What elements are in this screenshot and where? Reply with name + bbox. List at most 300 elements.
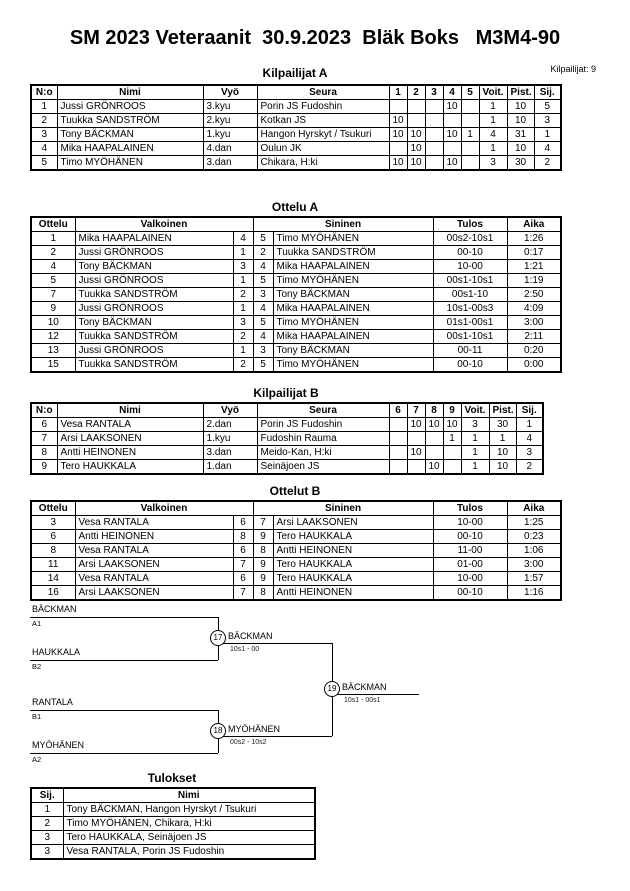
- cell-belt: 3.dan: [203, 156, 257, 171]
- cell-wins: 1: [461, 460, 489, 475]
- cell-no: 15: [31, 358, 75, 373]
- results-heading: Tulokset: [147, 771, 197, 785]
- col-header-time: Aika: [507, 217, 561, 232]
- cell-no: 4: [31, 260, 75, 274]
- cell-no: 11: [31, 558, 75, 572]
- bracket-slot-name: HAUKKALA: [32, 647, 81, 657]
- table-row: [31, 586, 561, 601]
- cell-grid-4: 1: [461, 128, 479, 142]
- cell-wins: 1: [461, 446, 489, 460]
- cell-belt: 1.kyu: [203, 128, 257, 142]
- cell-points: 30: [489, 418, 516, 432]
- cell-white: Jussi GRÖNROOS: [75, 302, 233, 316]
- matches-a-body: [31, 232, 561, 373]
- col-header-name: Nimi: [57, 85, 203, 100]
- col-header-belt: Vyö: [203, 403, 257, 418]
- cell-no: 5: [31, 156, 57, 171]
- cell-grid-3: 1: [443, 432, 461, 446]
- bracket-slot-seed: B2: [32, 662, 42, 671]
- cell-club: Porin JS Fudoshin: [257, 418, 389, 432]
- table-row: [31, 114, 561, 128]
- col-header-wins: Voit.: [461, 403, 489, 418]
- table-row: [31, 232, 561, 246]
- cell-points: 10: [489, 460, 516, 475]
- cell-result: 00s1-10s1: [433, 330, 507, 344]
- bracket-slot-name: MYÖHÄNEN: [32, 740, 85, 750]
- cell-no: 16: [31, 586, 75, 601]
- table-row: [31, 516, 561, 530]
- col-header-opp7: 7: [407, 403, 425, 418]
- col-header-name: Nimi: [57, 403, 203, 418]
- cell-white: Tuukka SANDSTRÖM: [75, 330, 233, 344]
- col-header-wins: Voit.: [479, 85, 507, 100]
- cell-no: 1: [31, 100, 57, 114]
- table-row: [31, 544, 561, 558]
- col-header-blue: Sininen: [253, 217, 433, 232]
- cell-place: 1: [31, 803, 63, 817]
- cell-wn: 2: [233, 288, 253, 302]
- bracket-slot-seed: A1: [32, 619, 42, 628]
- cell-time: 1:06: [507, 544, 561, 558]
- table-row: [31, 418, 543, 432]
- cell-bn: 8: [253, 586, 273, 601]
- matches-b-table: [30, 500, 562, 601]
- cell-wn: 7: [233, 586, 253, 601]
- cell-wn: 4: [233, 232, 253, 246]
- cell-wn: 6: [233, 544, 253, 558]
- col-header-place: Sij.: [516, 403, 543, 418]
- cell-wn: 2: [233, 358, 253, 373]
- cell-no: 6: [31, 418, 57, 432]
- col-header-result: Tulos: [433, 217, 507, 232]
- cell-belt: 3.dan: [203, 446, 257, 460]
- cell-white: Tony BÄCKMAN: [75, 316, 233, 330]
- col-header-time: Aika: [507, 501, 561, 516]
- cell-place: 1: [534, 128, 561, 142]
- cell-name: Timo MYÖHÄNEN: [57, 156, 203, 171]
- cell-grid-3: 10: [443, 418, 461, 432]
- cell-club: Porin JS Fudoshin: [257, 100, 389, 114]
- cell-no: 14: [31, 572, 75, 586]
- cell-club: Seinäjoen JS: [257, 460, 389, 475]
- cell-place: 3: [31, 831, 63, 845]
- cell-name: Arsi LAAKSONEN: [57, 432, 203, 446]
- table-row: [31, 845, 315, 860]
- cell-no: 9: [31, 460, 57, 475]
- matches-a-heading: Ottelu A: [271, 200, 319, 214]
- cell-bn: 7: [253, 516, 273, 530]
- cell-no: 6: [31, 530, 75, 544]
- cell-blue: Tero HAUKKALA: [273, 558, 433, 572]
- cell-no: 1: [31, 232, 75, 246]
- cell-wins: 1: [479, 114, 507, 128]
- cell-time: 1:26: [507, 232, 561, 246]
- cell-name: Tony BÄCKMAN: [57, 128, 203, 142]
- bracket-match-score: 10s1 - 00s1: [344, 697, 381, 704]
- cell-bn: 3: [253, 288, 273, 302]
- cell-points: 10: [507, 142, 534, 156]
- cell-time: 1:16: [507, 586, 561, 601]
- cell-bn: 5: [253, 232, 273, 246]
- cell-wn: 3: [233, 316, 253, 330]
- col-header-club: Seura: [257, 85, 389, 100]
- bracket-winner-name: BÄCKMAN: [228, 631, 273, 641]
- cell-time: 0:17: [507, 246, 561, 260]
- col-header-opp9: 9: [443, 403, 461, 418]
- cell-blue: Timo MYÖHÄNEN: [273, 316, 433, 330]
- cell-blue: Tuukka SANDSTRÖM: [273, 246, 433, 260]
- cell-white: Tuukka SANDSTRÖM: [75, 288, 233, 302]
- cell-result: 00-11: [433, 344, 507, 358]
- cell-blue: Timo MYÖHÄNEN: [273, 358, 433, 373]
- pool-a-body: [31, 100, 561, 171]
- pool-a-header-row: [31, 85, 561, 100]
- cell-grid-1: 10: [407, 128, 425, 142]
- col-header-opp6: 6: [389, 403, 407, 418]
- cell-belt: 2.dan: [203, 418, 257, 432]
- cell-result: 00-10: [433, 586, 507, 601]
- cell-points: 10: [489, 446, 516, 460]
- table-row: [31, 274, 561, 288]
- cell-grid-0: [389, 418, 407, 432]
- cell-time: 4:09: [507, 302, 561, 316]
- cell-grid-3: [443, 142, 461, 156]
- cell-bn: 5: [253, 274, 273, 288]
- cell-grid-3: [443, 460, 461, 475]
- cell-white: Vesa RANTALA: [75, 572, 233, 586]
- table-row: [31, 460, 543, 475]
- cell-no: 7: [31, 288, 75, 302]
- cell-wins: 1: [479, 100, 507, 114]
- cell-white: Jussi GRÖNROOS: [75, 274, 233, 288]
- cell-time: 3:00: [507, 558, 561, 572]
- col-header-no: N:o: [31, 403, 57, 418]
- cell-belt: 2.kyu: [203, 114, 257, 128]
- col-header-white: Valkoinen: [75, 501, 253, 516]
- cell-white: Jussi GRÖNROOS: [75, 344, 233, 358]
- cell-place: 3: [516, 446, 543, 460]
- cell-bn: 5: [253, 316, 273, 330]
- match-number-badge: 17: [210, 630, 226, 646]
- bracket-slot-name: BÄCKMAN: [32, 604, 77, 614]
- cell-grid-3: 10: [443, 156, 461, 171]
- cell-bn: 4: [253, 330, 273, 344]
- cell-blue: Mika HAAPALAINEN: [273, 302, 433, 316]
- bracket-winner-line: [333, 694, 419, 695]
- pool-b-heading: Kilpailijat B: [253, 386, 319, 400]
- cell-wn: 1: [233, 344, 253, 358]
- cell-no: 2: [31, 246, 75, 260]
- matches-b-body: [31, 516, 561, 601]
- cell-bn: 4: [253, 260, 273, 274]
- cell-wn: 1: [233, 302, 253, 316]
- table-row: [31, 142, 561, 156]
- cell-wn: 8: [233, 530, 253, 544]
- cell-no: 4: [31, 142, 57, 156]
- cell-time: 2:50: [507, 288, 561, 302]
- cell-grid-0: [389, 446, 407, 460]
- cell-bn: 8: [253, 544, 273, 558]
- col-header-opp4: 4: [443, 85, 461, 100]
- cell-grid-0: [389, 100, 407, 114]
- cell-place: 3: [31, 845, 63, 860]
- cell-name: Tero HAUKKALA: [57, 460, 203, 475]
- cell-name: Vesa RANTALA: [57, 418, 203, 432]
- bracket-match-score: 10s1 - 00: [230, 646, 260, 653]
- cell-place: 2: [534, 156, 561, 171]
- bracket-slot-seed: A2: [32, 755, 42, 764]
- pool-b-table: [30, 402, 544, 475]
- table-row: [31, 572, 561, 586]
- col-header-belt: Vyö: [203, 85, 257, 100]
- table-row: [31, 316, 561, 330]
- cell-bn: 5: [253, 358, 273, 373]
- cell-result: 10-00: [433, 260, 507, 274]
- cell-name: Antti HEINONEN: [57, 446, 203, 460]
- col-header-white: Valkoinen: [75, 217, 253, 232]
- cell-name: Timo MYÖHÄNEN, Chikara, H:ki: [63, 817, 315, 831]
- cell-name: Jussi GRÖNROOS: [57, 100, 203, 114]
- cell-grid-0: 10: [389, 128, 407, 142]
- col-header-place: Sij.: [31, 788, 63, 803]
- cell-grid-1: [407, 114, 425, 128]
- cell-time: 0:23: [507, 530, 561, 544]
- cell-name: Tony BÄCKMAN, Hangon Hyrskyt / Tsukuri: [63, 803, 315, 817]
- bracket-slot-seed: B1: [32, 712, 42, 721]
- cell-wn: 7: [233, 558, 253, 572]
- cell-points: 1: [489, 432, 516, 446]
- cell-result: 10-00: [433, 572, 507, 586]
- cell-grid-0: 10: [389, 156, 407, 171]
- medal-bracket: [30, 600, 600, 772]
- cell-wins: 3: [461, 418, 489, 432]
- cell-belt: 1.kyu: [203, 432, 257, 446]
- cell-grid-2: [425, 156, 443, 171]
- cell-grid-4: [461, 100, 479, 114]
- cell-no: 13: [31, 344, 75, 358]
- cell-grid-4: [461, 142, 479, 156]
- cell-wn: 3: [233, 260, 253, 274]
- col-header-match: Ottelu: [31, 217, 75, 232]
- col-header-club: Seura: [257, 403, 389, 418]
- table-row: [31, 558, 561, 572]
- cell-bn: 9: [253, 530, 273, 544]
- col-header-opp2: 2: [407, 85, 425, 100]
- cell-blue: Arsi LAAKSONEN: [273, 516, 433, 530]
- bracket-slot-line: [30, 617, 218, 618]
- cell-result: 01-00: [433, 558, 507, 572]
- cell-no: 7: [31, 432, 57, 446]
- cell-time: 1:21: [507, 260, 561, 274]
- cell-blue: Timo MYÖHÄNEN: [273, 232, 433, 246]
- cell-white: Tuukka SANDSTRÖM: [75, 358, 233, 373]
- table-row: [31, 817, 315, 831]
- cell-place: 2: [31, 817, 63, 831]
- cell-grid-0: [389, 432, 407, 446]
- cell-grid-2: [425, 432, 443, 446]
- cell-white: Arsi LAAKSONEN: [75, 558, 233, 572]
- cell-white: Antti HEINONEN: [75, 530, 233, 544]
- cell-result: 00-10: [433, 246, 507, 260]
- cell-time: 1:19: [507, 274, 561, 288]
- cell-no: 8: [31, 544, 75, 558]
- cell-grid-2: [425, 100, 443, 114]
- cell-grid-3: [443, 446, 461, 460]
- table-row: [31, 432, 543, 446]
- col-header-opp8: 8: [425, 403, 443, 418]
- cell-points: 30: [507, 156, 534, 171]
- cell-grid-3: [443, 114, 461, 128]
- cell-no: 5: [31, 274, 75, 288]
- cell-wn: 6: [233, 572, 253, 586]
- bracket-slot-name: RANTALA: [32, 697, 73, 707]
- cell-blue: Tony BÄCKMAN: [273, 344, 433, 358]
- cell-white: Tony BÄCKMAN: [75, 260, 233, 274]
- cell-wins: 1: [461, 432, 489, 446]
- cell-grid-1: 10: [407, 446, 425, 460]
- bracket-slot-line: [30, 660, 218, 661]
- cell-name: Vesa RANTALA, Porin JS Fudoshin: [63, 845, 315, 860]
- cell-no: 8: [31, 446, 57, 460]
- table-row: [31, 100, 561, 114]
- matches-b-header-row: [31, 501, 561, 516]
- cell-bn: 9: [253, 558, 273, 572]
- cell-grid-2: 10: [425, 418, 443, 432]
- cell-wn: 1: [233, 274, 253, 288]
- cell-grid-2: [425, 446, 443, 460]
- bracket-winner-line: [219, 736, 332, 737]
- col-header-result: Tulos: [433, 501, 507, 516]
- cell-result: 11-00: [433, 544, 507, 558]
- table-row: [31, 530, 561, 544]
- cell-club: Fudoshin Rauma: [257, 432, 389, 446]
- cell-time: 1:57: [507, 572, 561, 586]
- cell-points: 31: [507, 128, 534, 142]
- table-row: [31, 156, 561, 171]
- pool-a-heading: Kilpailijat A: [262, 66, 328, 80]
- results-body: [31, 803, 315, 860]
- col-header-blue: Sininen: [253, 501, 433, 516]
- table-row: [31, 446, 543, 460]
- col-header-match: Ottelu: [31, 501, 75, 516]
- table-row: [31, 803, 315, 817]
- cell-grid-2: 10: [425, 460, 443, 475]
- cell-no: 10: [31, 316, 75, 330]
- matches-a-table: [30, 216, 562, 373]
- bracket-slot-line: [30, 710, 218, 711]
- col-header-opp5: 5: [461, 85, 479, 100]
- cell-name: Tuukka SANDSTRÖM: [57, 114, 203, 128]
- table-row: [31, 128, 561, 142]
- cell-result: 00s1-10s1: [433, 274, 507, 288]
- col-header-no: N:o: [31, 85, 57, 100]
- cell-white: Vesa RANTALA: [75, 516, 233, 530]
- cell-grid-3: 10: [443, 100, 461, 114]
- cell-blue: Tero HAUKKALA: [273, 530, 433, 544]
- cell-time: 3:00: [507, 316, 561, 330]
- cell-grid-0: [389, 142, 407, 156]
- cell-time: 1:25: [507, 516, 561, 530]
- cell-time: 0:20: [507, 344, 561, 358]
- cell-white: Vesa RANTALA: [75, 544, 233, 558]
- table-row: [31, 344, 561, 358]
- bracket-slot-line: [30, 753, 218, 754]
- cell-place: 5: [534, 100, 561, 114]
- cell-belt: 3.kyu: [203, 100, 257, 114]
- match-number-badge: 18: [210, 723, 226, 739]
- table-row: [31, 246, 561, 260]
- cell-white: Arsi LAAKSONEN: [75, 586, 233, 601]
- cell-points: 10: [507, 100, 534, 114]
- cell-club: Oulun JK: [257, 142, 389, 156]
- cell-blue: Tony BÄCKMAN: [273, 288, 433, 302]
- cell-result: 01s1-00s1: [433, 316, 507, 330]
- cell-blue: Antti HEINONEN: [273, 544, 433, 558]
- col-header-opp1: 1: [389, 85, 407, 100]
- cell-grid-3: 10: [443, 128, 461, 142]
- cell-club: Kotkan JS: [257, 114, 389, 128]
- col-header-place: Sij.: [534, 85, 561, 100]
- cell-white: Mika HAAPALAINEN: [75, 232, 233, 246]
- cell-place: 4: [534, 142, 561, 156]
- cell-grid-1: 10: [407, 142, 425, 156]
- col-header-points: Pist.: [507, 85, 534, 100]
- cell-grid-1: [407, 432, 425, 446]
- cell-result: 10-00: [433, 516, 507, 530]
- matches-b-heading: Ottelut B: [269, 484, 321, 498]
- cell-club: Meido-Kan, H:ki: [257, 446, 389, 460]
- results-table: [30, 787, 316, 860]
- cell-grid-4: [461, 156, 479, 171]
- table-row: [31, 831, 315, 845]
- cell-result: 10s1-00s3: [433, 302, 507, 316]
- cell-club: Chikara, H:ki: [257, 156, 389, 171]
- cell-bn: 2: [253, 246, 273, 260]
- cell-result: 00-10: [433, 530, 507, 544]
- table-row: [31, 288, 561, 302]
- cell-time: 0:00: [507, 358, 561, 373]
- competitors-count: Kilpailijat: 9: [550, 64, 596, 74]
- cell-grid-1: 10: [407, 418, 425, 432]
- cell-blue: Timo MYÖHÄNEN: [273, 274, 433, 288]
- cell-no: 9: [31, 302, 75, 316]
- results-header-row: [31, 788, 315, 803]
- cell-blue: Mika HAAPALAINEN: [273, 260, 433, 274]
- bracket-winner-name: MYÖHÄNEN: [228, 724, 281, 734]
- table-row: [31, 260, 561, 274]
- cell-grid-2: [425, 114, 443, 128]
- cell-grid-0: [389, 460, 407, 475]
- bracket-winner-line: [219, 643, 332, 644]
- table-row: [31, 330, 561, 344]
- cell-no: 2: [31, 114, 57, 128]
- bracket-match-score: 00s2 - 10s2: [230, 739, 267, 746]
- cell-grid-4: [461, 114, 479, 128]
- cell-belt: 1.dan: [203, 460, 257, 475]
- col-header-points: Pist.: [489, 403, 516, 418]
- cell-result: 00-10: [433, 358, 507, 373]
- cell-grid-2: [425, 142, 443, 156]
- match-number-badge: 19: [324, 681, 340, 697]
- cell-wn: 2: [233, 330, 253, 344]
- cell-no: 12: [31, 330, 75, 344]
- cell-grid-1: 10: [407, 156, 425, 171]
- cell-grid-1: [407, 100, 425, 114]
- cell-wn: 6: [233, 516, 253, 530]
- cell-grid-2: [425, 128, 443, 142]
- cell-wn: 1: [233, 246, 253, 260]
- cell-grid-0: 10: [389, 114, 407, 128]
